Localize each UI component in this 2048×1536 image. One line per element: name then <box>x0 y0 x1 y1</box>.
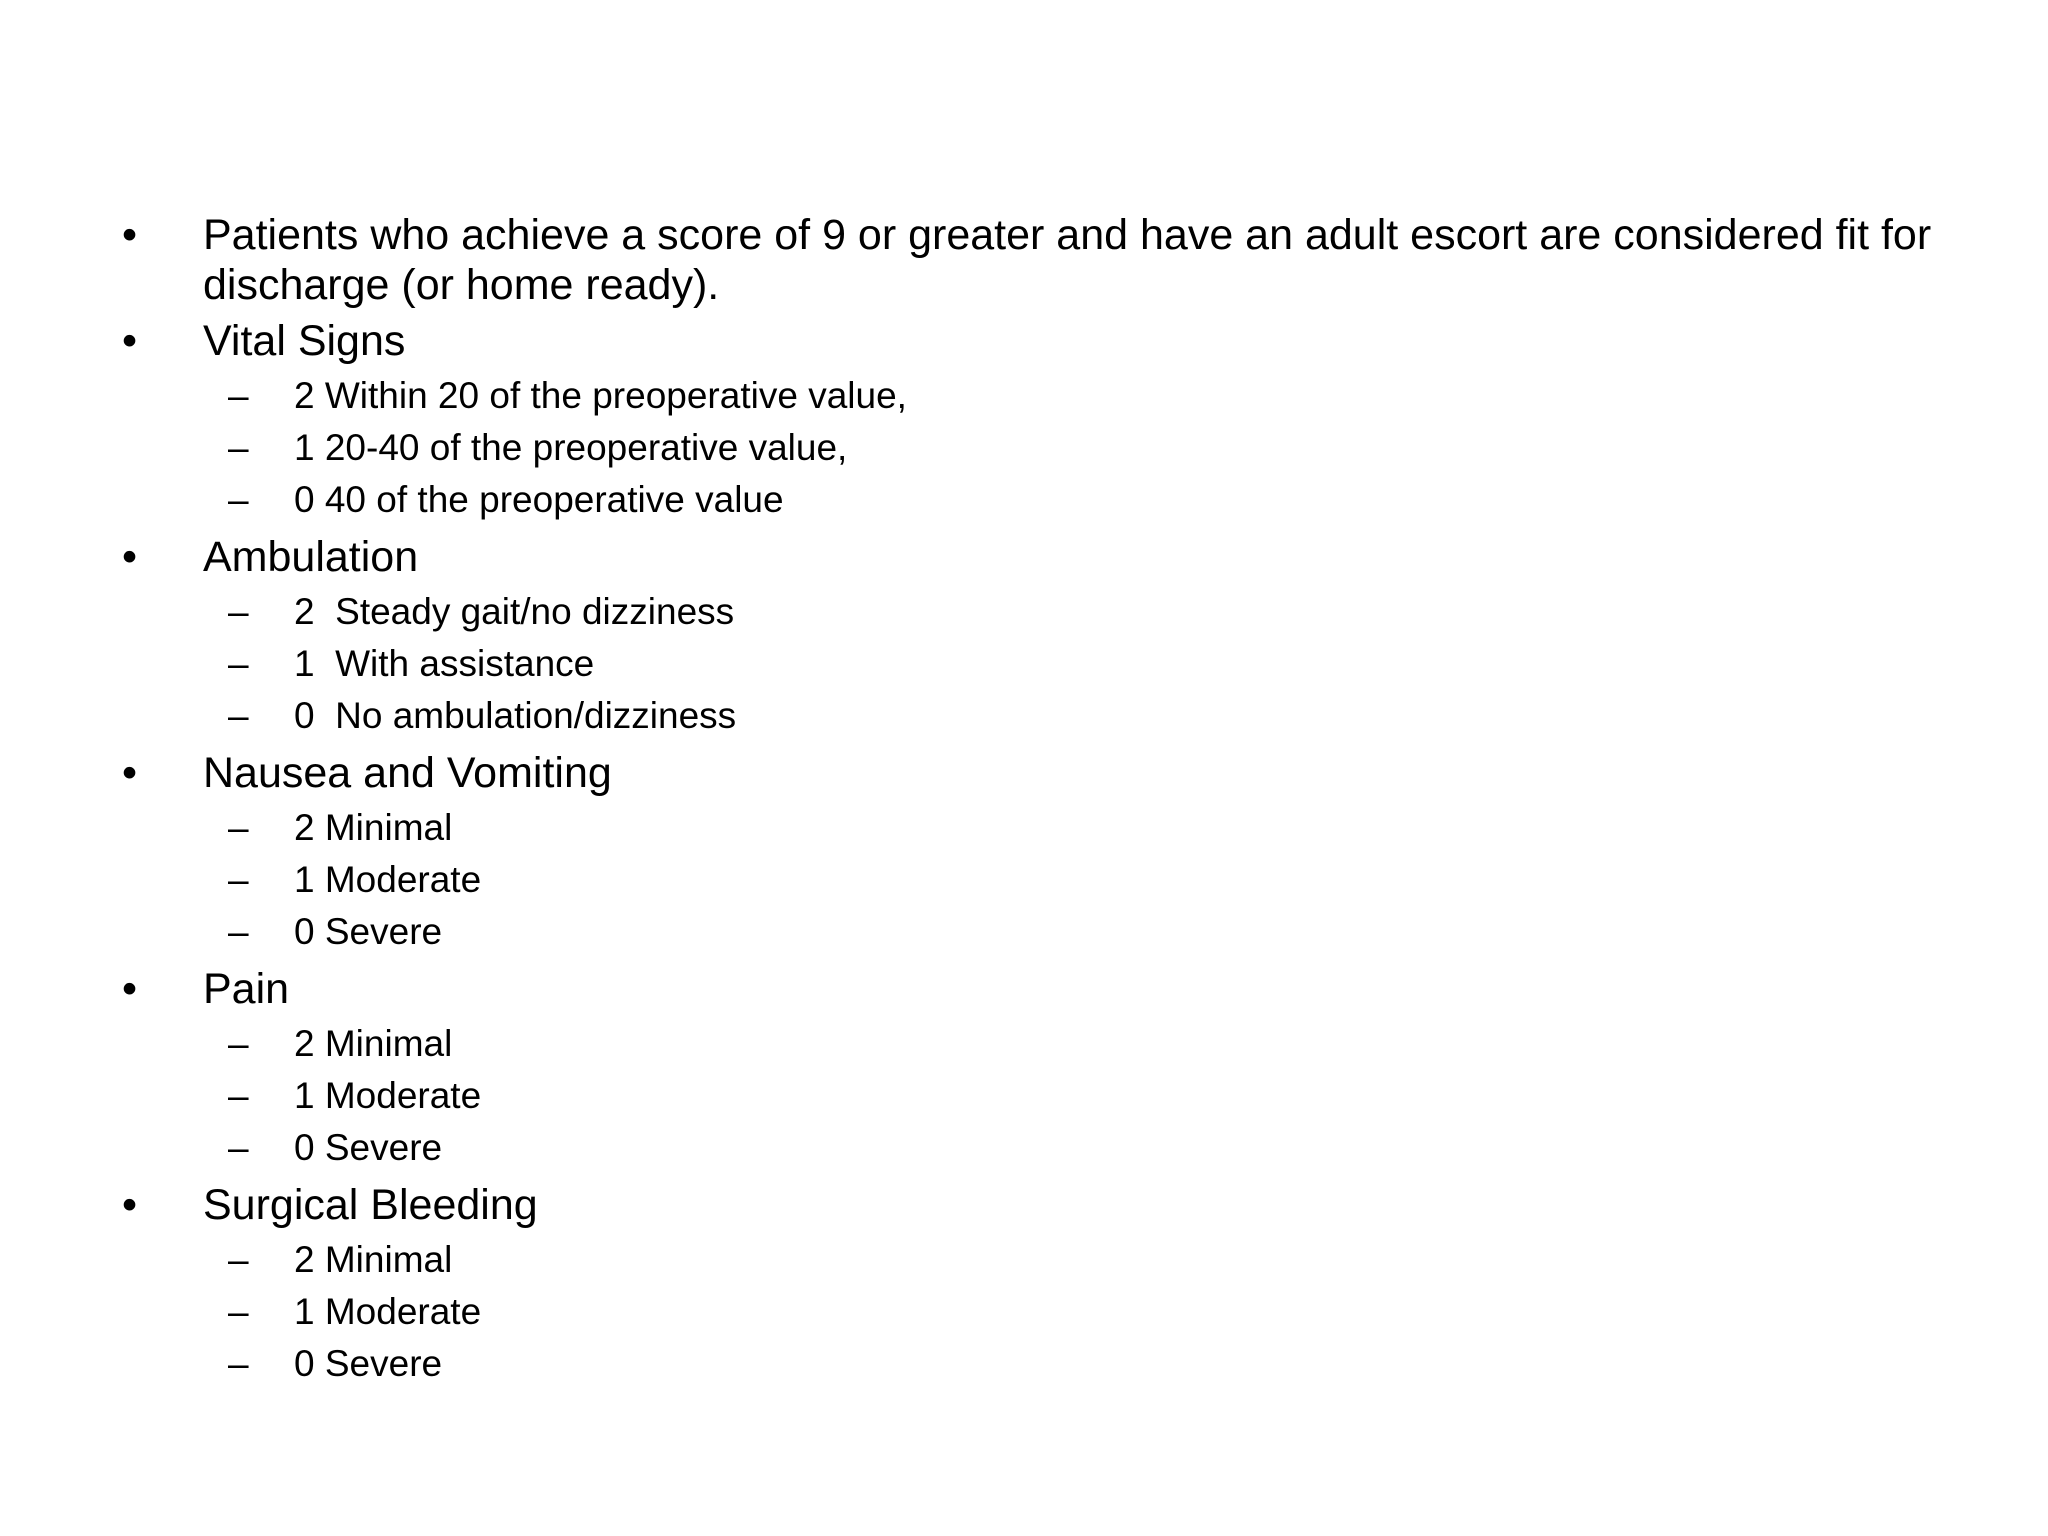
sub-item-text: 2 Minimal <box>294 1023 453 1064</box>
sub-item-text: 0 Severe <box>294 911 443 952</box>
bullet-icon: • <box>122 1181 138 1229</box>
sub-item-text: 1 20-40 of the preoperative value, <box>294 427 848 468</box>
dash-icon: – <box>228 643 249 684</box>
sub-item-text: 2 Minimal <box>294 1239 453 1280</box>
sub-item <box>203 1234 1942 1286</box>
sub-item-text: 0 Severe <box>294 1127 443 1168</box>
sub-item <box>203 370 1942 422</box>
sub-item-text: 0 Severe <box>294 1343 443 1384</box>
sub-item <box>203 1338 1942 1390</box>
dash-icon: – <box>228 911 249 952</box>
sub-item-text: 0 No ambulation/dizziness <box>294 695 737 736</box>
dash-icon: – <box>228 695 249 736</box>
sub-list <box>203 586 1942 742</box>
dash-icon: – <box>228 1291 249 1332</box>
sub-item <box>203 1018 1942 1070</box>
dash-icon: – <box>228 1023 249 1064</box>
sub-item-text: 1 Moderate <box>294 1075 482 1116</box>
bullet-item-vital-signs <box>122 316 1942 526</box>
bullet-icon: • <box>122 965 138 1013</box>
bullet-icon: • <box>122 211 138 259</box>
dash-icon: – <box>228 859 249 900</box>
sub-item <box>203 474 1942 526</box>
bullet-text: Nausea and Vomiting <box>203 749 612 797</box>
bullet-text: Patients who achieve a score of 9 or greater and have an adult escort are considered fit for discharge (or home ready). <box>203 211 1932 309</box>
sub-item <box>203 802 1942 854</box>
bullet-item-pain <box>122 964 1942 1174</box>
dash-icon: – <box>228 591 249 632</box>
sub-item <box>203 1122 1942 1174</box>
dash-icon: – <box>228 427 249 468</box>
sub-item <box>203 638 1942 690</box>
dash-icon: – <box>228 807 249 848</box>
bullet-item-discharge-criteria <box>122 210 1942 310</box>
bullet-icon: • <box>122 533 138 581</box>
bullet-text: Vital Signs <box>203 317 406 365</box>
sub-item <box>203 690 1942 742</box>
sub-item-text: 2 Within 20 of the preoperative value, <box>294 375 907 416</box>
bullet-list <box>122 210 1942 1390</box>
sub-item-text: 1 Moderate <box>294 1291 482 1332</box>
sub-list <box>203 802 1942 958</box>
sub-item <box>203 1286 1942 1338</box>
bullet-text: Surgical Bleeding <box>203 1181 538 1229</box>
sub-list <box>203 1234 1942 1390</box>
sub-list <box>203 370 1942 526</box>
sub-item <box>203 906 1942 958</box>
dash-icon: – <box>228 479 249 520</box>
dash-icon: – <box>228 1343 249 1384</box>
bullet-item-surgical-bleeding <box>122 1180 1942 1390</box>
bullet-text: Ambulation <box>203 533 419 581</box>
bullet-item-ambulation <box>122 532 1942 742</box>
sub-item-text: 1 Moderate <box>294 859 482 900</box>
sub-item <box>203 422 1942 474</box>
bullet-icon: • <box>122 749 138 797</box>
sub-item-text: 0 40 of the preoperative value <box>294 479 784 520</box>
sub-item-text: 1 With assistance <box>294 643 595 684</box>
dash-icon: – <box>228 1075 249 1116</box>
dash-icon: – <box>228 1127 249 1168</box>
sub-item <box>203 586 1942 638</box>
sub-item <box>203 1070 1942 1122</box>
dash-icon: – <box>228 375 249 416</box>
bullet-text: Pain <box>203 965 290 1013</box>
sub-item <box>203 854 1942 906</box>
dash-icon: – <box>228 1239 249 1280</box>
slide-body <box>122 210 1942 1394</box>
sub-item-text: 2 Minimal <box>294 807 453 848</box>
bullet-icon: • <box>122 317 138 365</box>
bullet-item-nausea-vomiting <box>122 748 1942 958</box>
sub-list <box>203 1018 1942 1174</box>
sub-item-text: 2 Steady gait/no dizziness <box>294 591 735 632</box>
